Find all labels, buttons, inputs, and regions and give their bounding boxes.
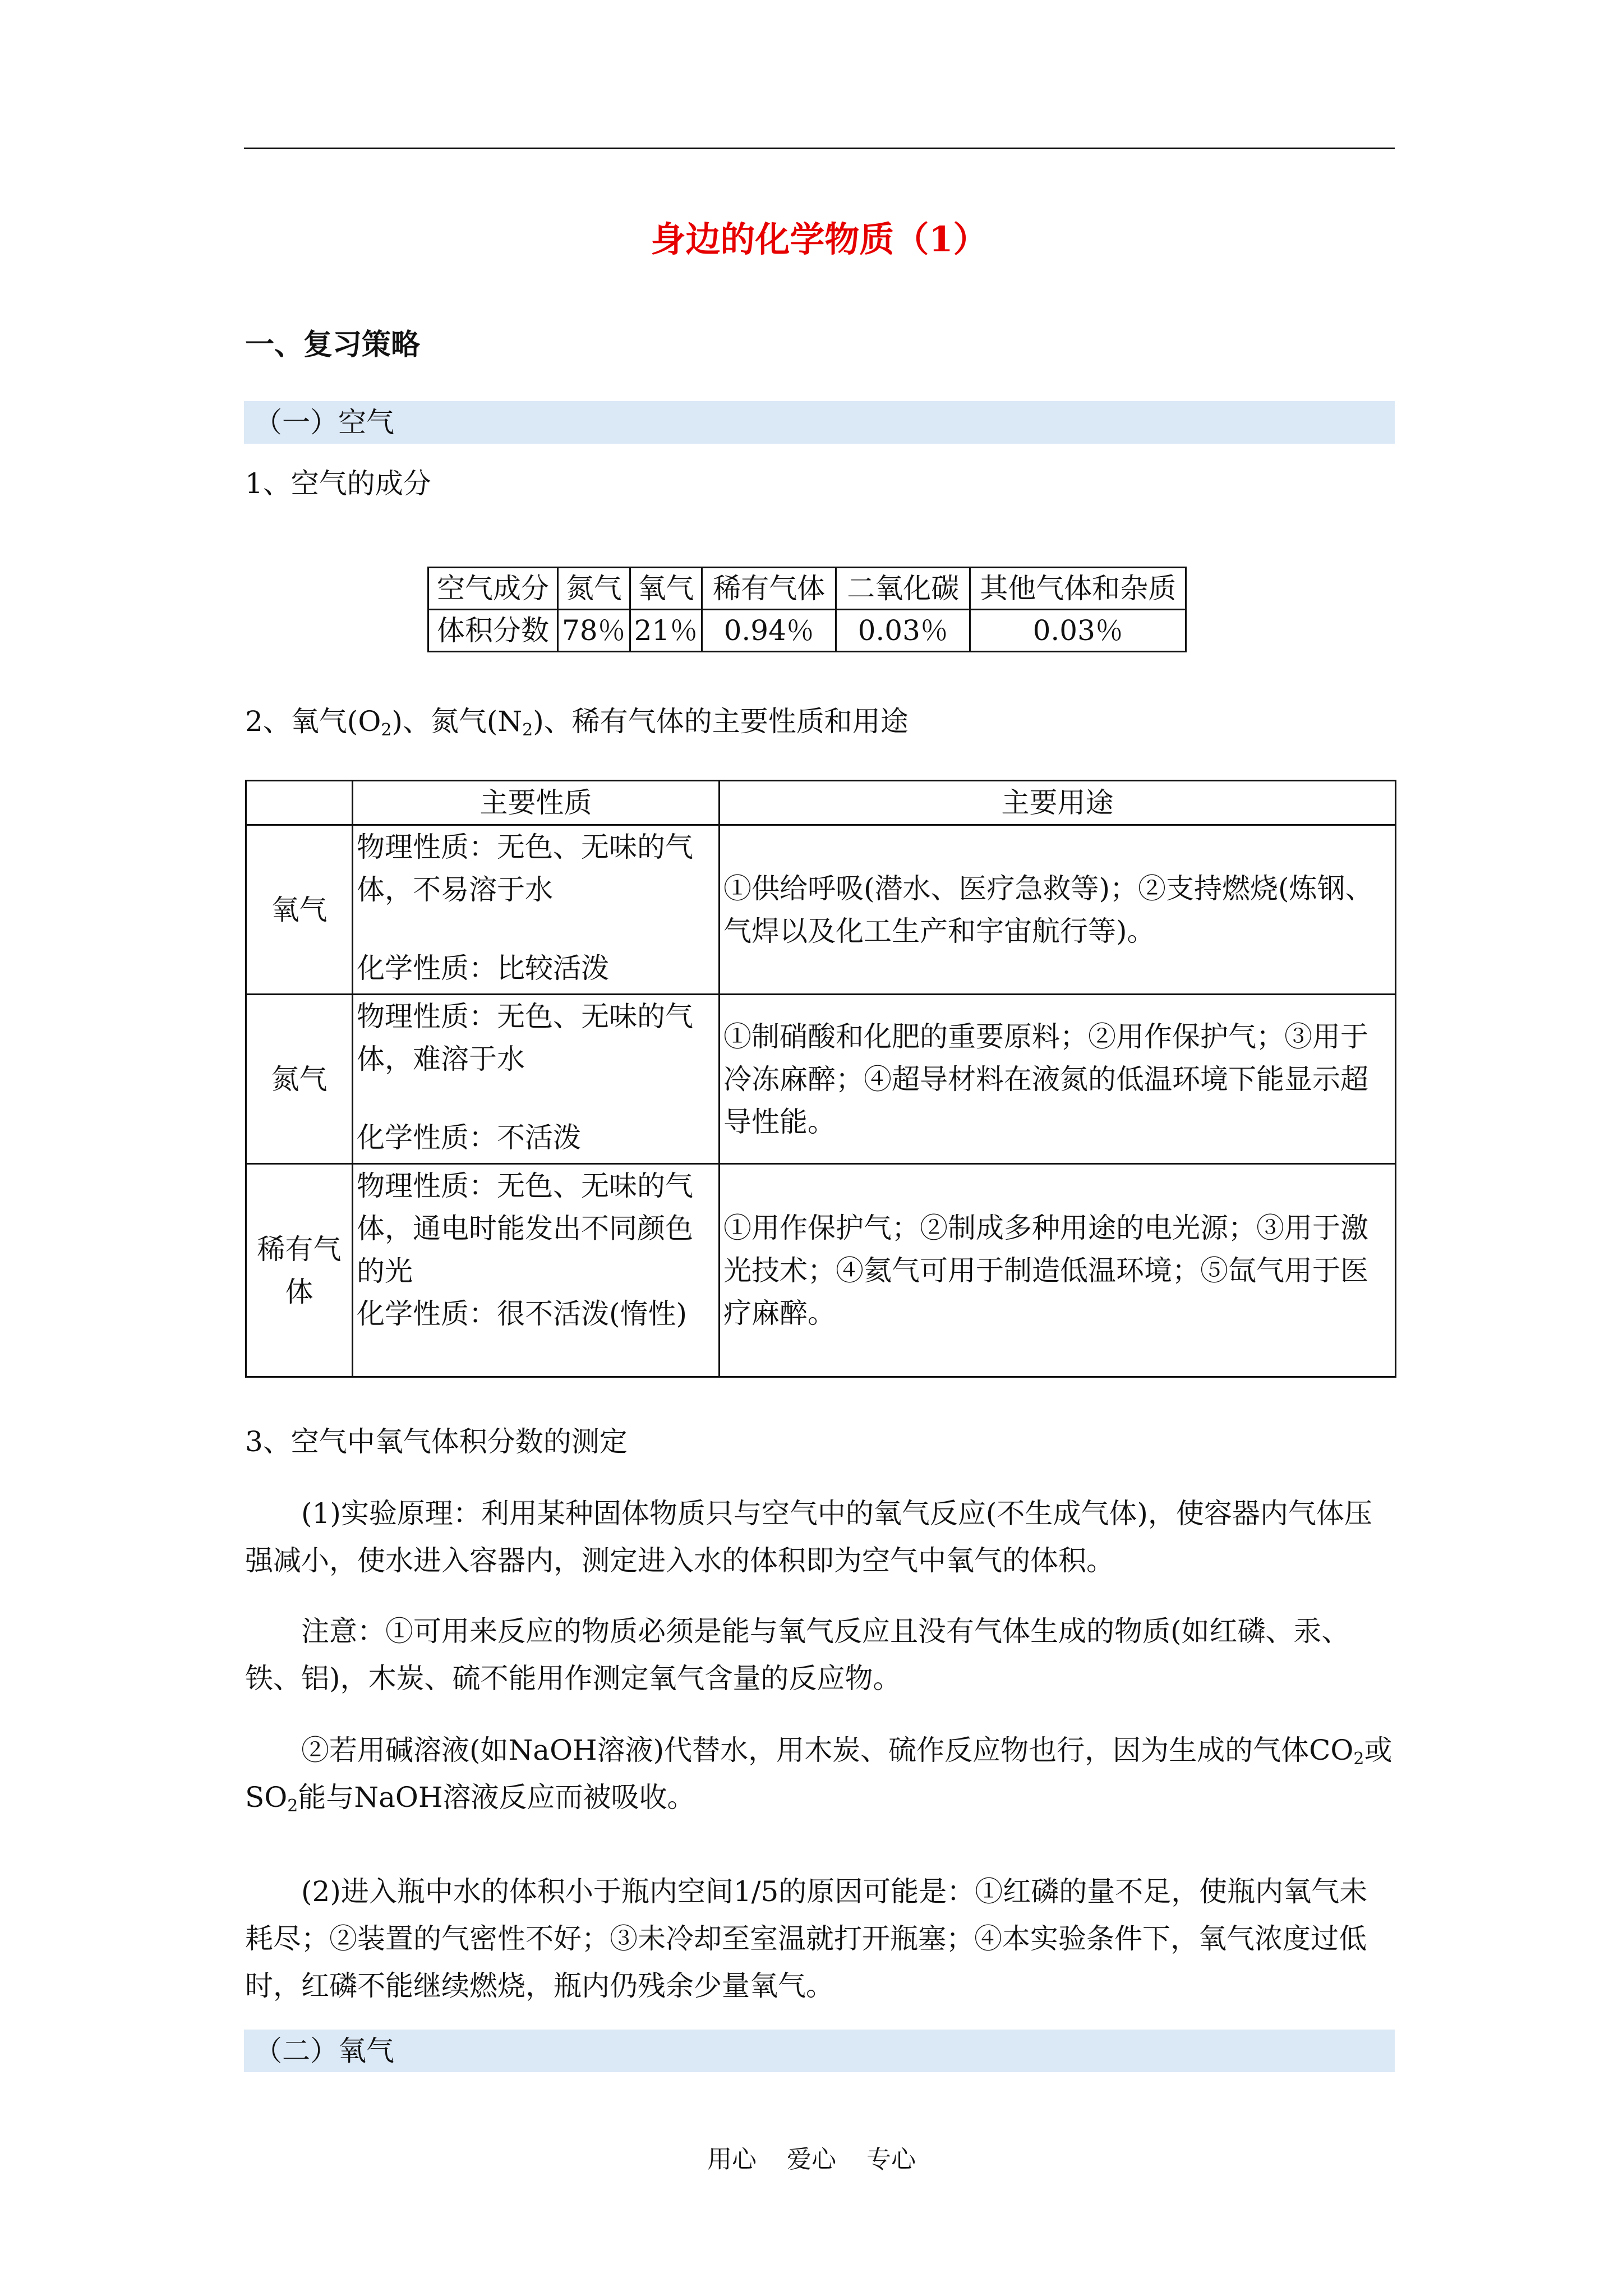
- text-run: 能与NaOH溶液反应而被吸收。: [298, 1781, 695, 1814]
- table-cell: 稀有气体: [702, 568, 836, 610]
- subscript: 2: [1353, 1749, 1364, 1769]
- table-cell: 二氧化碳: [836, 568, 970, 610]
- section-heading-review-strategy: 一、复习策略: [245, 328, 421, 362]
- paragraph-error-causes: (2)进入瓶中水的体积小于瓶内空间1/5的原因可能是：①红磷的量不足，使瓶内氧气未耗尽；②装置的气密性不好；③未冷却至室温就打开瓶塞；④本实验条件下，氧气浓度过低时，红磷不能继续燃烧，瓶内仍残余少量氧气。: [245, 1875, 1368, 2002]
- subscript: 2: [381, 720, 392, 740]
- uses-cell: ①供给呼吸(潜水、医疗急救等)；②支持燃烧(炼钢、气焊以及化工生产和宇宙航行等)。: [720, 825, 1396, 995]
- table-row: [246, 825, 1396, 995]
- properties-cell: [353, 1164, 720, 1377]
- subsection-band-oxygen: （二）氧气: [244, 2030, 1395, 2072]
- paragraph-alkali-solution: [245, 1727, 1395, 1821]
- table-row: [428, 610, 1186, 652]
- gas-properties-table: [245, 780, 1396, 1378]
- item-oxygen-measurement: 3、空气中氧气体积分数的测定: [245, 1425, 628, 1458]
- subscript: 2: [287, 1796, 298, 1816]
- table-cell: 氧气: [630, 568, 702, 610]
- chemical-properties: 化学性质：不活泼: [357, 1121, 581, 1154]
- paragraph-note: 注意：①可用来反应的物质必须是能与氧气反应且没有气体生成的物质(如红磷、汞、铁、铝)，木炭、硫不能用作测定氧气含量的反应物。: [245, 1615, 1350, 1695]
- gas-name-cell: 稀有气体: [246, 1164, 353, 1377]
- table-cell: 0.94％: [702, 610, 836, 652]
- gas-name-cell: 氧气: [246, 825, 353, 995]
- properties-cell: [353, 825, 720, 995]
- table-cell: 空气成分: [428, 568, 558, 610]
- table-header-row: [246, 781, 1396, 825]
- column-header: 主要用途: [720, 781, 1396, 825]
- item-gas-properties: [245, 698, 1395, 745]
- table-cell: 78％: [558, 610, 630, 652]
- text-run: )、稀有气体的主要性质和用途: [533, 705, 909, 738]
- text-run: 或SO: [245, 1734, 1393, 1814]
- column-header: [246, 781, 353, 825]
- table-row: [428, 568, 1186, 610]
- table-row: [246, 995, 1396, 1164]
- properties-cell: [353, 995, 720, 1164]
- chemical-properties: 化学性质：比较活泼: [357, 952, 609, 984]
- physical-properties: 物理性质：无色、无味的气体，不易溶于水: [357, 831, 693, 906]
- table-cell: 0.03％: [836, 610, 970, 652]
- gas-name-cell: 氮气: [246, 995, 353, 1164]
- subscript: 2: [522, 720, 533, 740]
- header-rule: [244, 148, 1395, 149]
- text-run: 2、氧气(O: [245, 705, 381, 738]
- table-cell: 0.03％: [970, 610, 1186, 652]
- paragraph-experiment-principle: (1)实验原理：利用某种固体物质只与空气中的氧气反应(不生成气体)，使容器内气体压强减小，使水进入容器内，测定进入水的体积即为空气中氧气的体积。: [245, 1497, 1372, 1577]
- uses-cell: ①制硝酸和化肥的重要原料；②用作保护气；③用于冷冻麻醉；④超导材料在液氮的低温环境下能显示超导性能。: [720, 995, 1396, 1164]
- chemical-properties: 化学性质：很不活泼(惰性): [357, 1297, 688, 1330]
- item-air-composition: 1、空气的成分: [245, 467, 431, 500]
- subsection-band-air: （一）空气: [244, 401, 1395, 444]
- air-composition-table: [427, 567, 1187, 652]
- physical-properties: 物理性质：无色、无味的气体，通电时能发出不同颜色的光: [357, 1170, 693, 1287]
- page-title: 身边的化学物质（1）: [651, 219, 988, 260]
- table-cell: 21％: [630, 610, 702, 652]
- text-run: ②若用碱溶液(如NaOH溶液)代替水，用木炭、硫作反应物也行，因为生成的气体CO: [301, 1734, 1354, 1766]
- uses-cell: ①用作保护气；②制成多种用途的电光源；③用于激光技术；④氦气可用于制造低温环境；⑤氙气用于医疗麻醉。: [720, 1164, 1396, 1377]
- text-run: )、氮气(N: [391, 705, 523, 738]
- table-row: [246, 1164, 1396, 1377]
- table-cell: 体积分数: [428, 610, 558, 652]
- physical-properties: 物理性质：无色、无味的气体，难溶于水: [357, 1000, 693, 1075]
- page-footer: 用心 爱心 专心: [707, 2145, 916, 2174]
- table-cell: 其他气体和杂质: [970, 568, 1186, 610]
- table-cell: 氮气: [558, 568, 630, 610]
- column-header: 主要性质: [353, 781, 720, 825]
